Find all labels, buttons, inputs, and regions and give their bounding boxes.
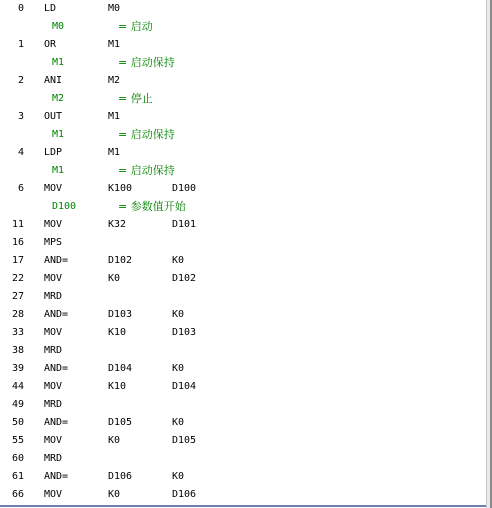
step-number: 16 bbox=[11, 237, 24, 248]
operand-1: D106 bbox=[108, 471, 133, 482]
comment-device: M2 bbox=[52, 93, 65, 104]
comment-device: M1 bbox=[52, 129, 65, 140]
instruction-mnemonic: AND= bbox=[44, 417, 69, 428]
instruction-mnemonic: OUT bbox=[44, 111, 63, 122]
instruction-mnemonic: LDP bbox=[44, 147, 63, 158]
comment-device: M0 bbox=[52, 21, 65, 32]
operand-1: K0 bbox=[108, 489, 121, 500]
operand-1: D102 bbox=[108, 255, 133, 266]
instruction-row[interactable] bbox=[0, 378, 486, 396]
step-number: 49 bbox=[11, 399, 24, 410]
instruction-row[interactable] bbox=[0, 468, 486, 486]
step-number: 0 bbox=[17, 3, 24, 14]
comment-text: = 停止 bbox=[118, 92, 153, 105]
comment-text: = 启动保持 bbox=[118, 164, 175, 177]
instruction-mnemonic: OR bbox=[44, 39, 57, 50]
instruction-row[interactable] bbox=[0, 306, 486, 324]
instruction-row[interactable] bbox=[0, 450, 486, 468]
step-number: 44 bbox=[11, 381, 24, 392]
instruction-row[interactable] bbox=[0, 432, 486, 450]
comment-text: = 启动保持 bbox=[118, 128, 175, 141]
instruction-row[interactable] bbox=[0, 360, 486, 378]
operand-1: M2 bbox=[108, 75, 121, 86]
operand-1: M1 bbox=[108, 39, 121, 50]
instruction-row[interactable] bbox=[0, 72, 486, 90]
instruction-mnemonic: AND= bbox=[44, 255, 69, 266]
operand-1: M1 bbox=[108, 147, 121, 158]
instruction-row[interactable] bbox=[0, 216, 486, 234]
comment-row[interactable] bbox=[0, 198, 486, 216]
window-bottom-border bbox=[0, 505, 486, 507]
step-number: 1 bbox=[17, 39, 24, 50]
vertical-scrollbar[interactable] bbox=[486, 0, 492, 508]
instruction-row[interactable] bbox=[0, 0, 486, 18]
instruction-mnemonic: MRD bbox=[44, 291, 63, 302]
step-number: 39 bbox=[11, 363, 24, 374]
step-number: 11 bbox=[11, 219, 24, 230]
instruction-row[interactable] bbox=[0, 414, 486, 432]
instruction-mnemonic: MOV bbox=[44, 435, 63, 446]
instruction-row[interactable] bbox=[0, 234, 486, 252]
instruction-row[interactable] bbox=[0, 108, 486, 126]
step-number: 61 bbox=[11, 471, 24, 482]
step-number: 17 bbox=[11, 255, 24, 266]
instruction-row[interactable] bbox=[0, 270, 486, 288]
operand-1: M0 bbox=[108, 3, 121, 14]
operand-2: D106 bbox=[172, 489, 197, 500]
comment-device: D100 bbox=[52, 201, 77, 212]
operand-1: K0 bbox=[108, 435, 121, 446]
instruction-mnemonic: MOV bbox=[44, 381, 63, 392]
operand-1: D103 bbox=[108, 309, 133, 320]
comment-text: = 启动 bbox=[118, 20, 153, 33]
comment-row[interactable] bbox=[0, 90, 486, 108]
operand-2: K0 bbox=[172, 309, 185, 320]
instruction-row[interactable] bbox=[0, 180, 486, 198]
instruction-mnemonic: LD bbox=[44, 3, 57, 14]
operand-1: K100 bbox=[108, 183, 133, 194]
operand-2: K0 bbox=[172, 471, 185, 482]
operand-2: D102 bbox=[172, 273, 197, 284]
instruction-mnemonic: MRD bbox=[44, 453, 63, 464]
step-number: 66 bbox=[11, 489, 24, 500]
instruction-mnemonic: MOV bbox=[44, 219, 63, 230]
instruction-mnemonic: AND= bbox=[44, 363, 69, 374]
instruction-mnemonic: MOV bbox=[44, 273, 63, 284]
comment-text: = 启动保持 bbox=[118, 56, 175, 69]
step-number: 60 bbox=[11, 453, 24, 464]
operand-1: K32 bbox=[108, 219, 127, 230]
instruction-mnemonic: MPS bbox=[44, 237, 63, 248]
operand-2: D103 bbox=[172, 327, 197, 338]
operand-2: K0 bbox=[172, 363, 185, 374]
step-number: 55 bbox=[11, 435, 24, 446]
operand-1: K0 bbox=[108, 273, 121, 284]
comment-row[interactable] bbox=[0, 162, 486, 180]
instruction-row[interactable] bbox=[0, 144, 486, 162]
instruction-row[interactable] bbox=[0, 486, 486, 504]
operand-1: D105 bbox=[108, 417, 133, 428]
step-number: 3 bbox=[17, 111, 24, 122]
instruction-row[interactable] bbox=[0, 36, 486, 54]
operand-2: K0 bbox=[172, 255, 185, 266]
instruction-row[interactable] bbox=[0, 252, 486, 270]
instruction-mnemonic: MOV bbox=[44, 327, 63, 338]
instruction-mnemonic: AND= bbox=[44, 309, 69, 320]
instruction-row[interactable] bbox=[0, 396, 486, 414]
step-number: 2 bbox=[17, 75, 24, 86]
operand-1: D104 bbox=[108, 363, 133, 374]
instruction-mnemonic: MRD bbox=[44, 399, 63, 410]
instruction-mnemonic: MOV bbox=[44, 489, 63, 500]
step-number: 22 bbox=[11, 273, 24, 284]
instruction-mnemonic: ANI bbox=[44, 75, 63, 86]
operand-2: D104 bbox=[172, 381, 197, 392]
comment-row[interactable] bbox=[0, 54, 486, 72]
step-number: 4 bbox=[17, 147, 24, 158]
step-number: 6 bbox=[17, 183, 24, 194]
operand-2: K0 bbox=[172, 417, 185, 428]
operand-1: K10 bbox=[108, 381, 127, 392]
comment-row[interactable] bbox=[0, 126, 486, 144]
instruction-mnemonic: AND= bbox=[44, 471, 69, 482]
instruction-row[interactable] bbox=[0, 288, 486, 306]
operand-1: M1 bbox=[108, 111, 121, 122]
step-number: 38 bbox=[11, 345, 24, 356]
operand-1: K10 bbox=[108, 327, 127, 338]
step-number: 33 bbox=[11, 327, 24, 338]
instruction-row[interactable] bbox=[0, 324, 486, 342]
step-number: 28 bbox=[11, 309, 24, 320]
step-number: 50 bbox=[11, 417, 24, 428]
instruction-mnemonic: MRD bbox=[44, 345, 63, 356]
comment-device: M1 bbox=[52, 57, 65, 68]
operand-2: D105 bbox=[172, 435, 197, 446]
step-number: 27 bbox=[11, 291, 24, 302]
comment-device: M1 bbox=[52, 165, 65, 176]
operand-2: D100 bbox=[172, 183, 197, 194]
comment-row[interactable] bbox=[0, 18, 486, 36]
comment-text: = 参数值开始 bbox=[118, 200, 186, 213]
instruction-row[interactable] bbox=[0, 342, 486, 360]
instruction-mnemonic: MOV bbox=[44, 183, 63, 194]
operand-2: D101 bbox=[172, 219, 197, 230]
